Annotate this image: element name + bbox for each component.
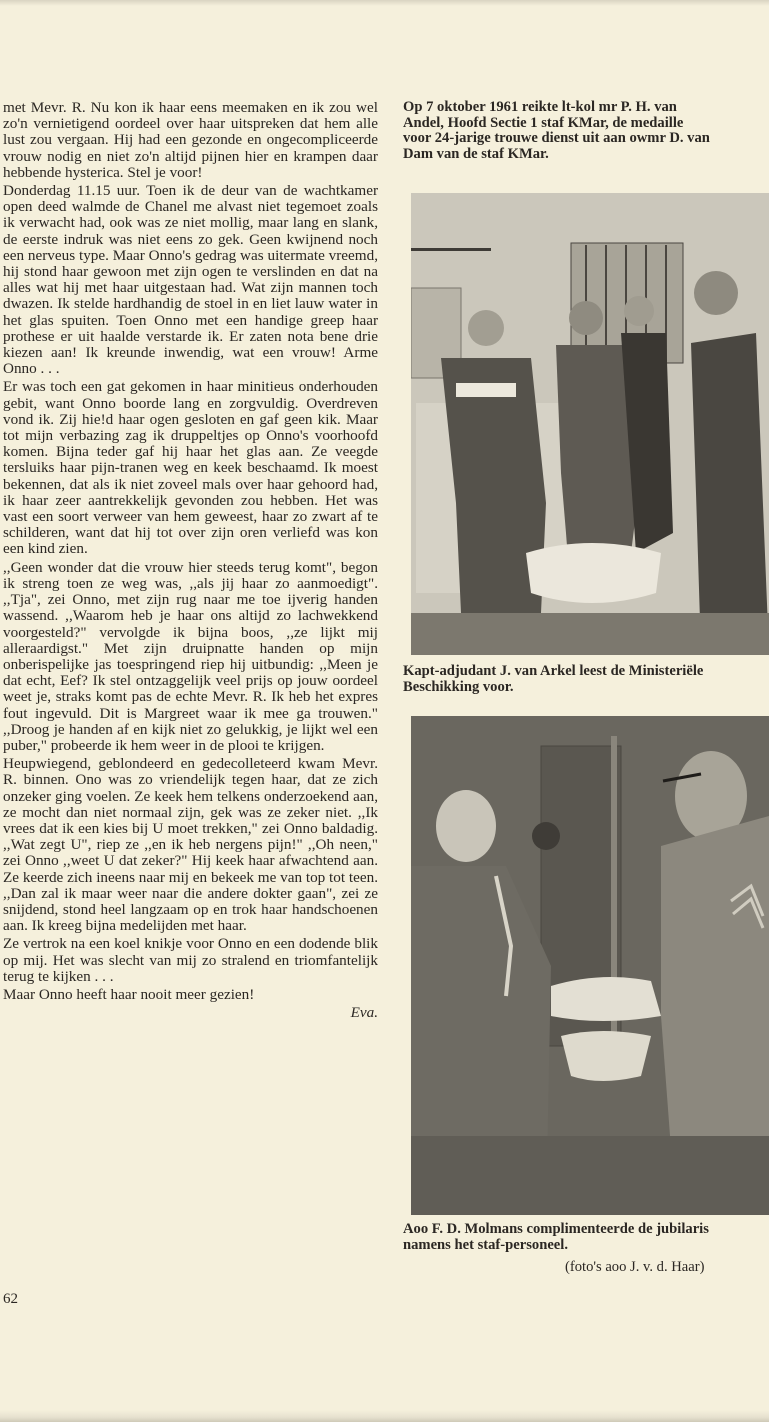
background-person [532, 822, 560, 850]
elderly-man-head [436, 790, 496, 862]
story-paragraph: Maar Onno heeft haar nooit meer gezien! [3, 985, 255, 1003]
caption-line: Kapt-adjudant J. van Arkel leest de Ministeriële [403, 663, 704, 679]
intro-line: Andel, Hoofd Sectie 1 staf KMar, de medaille [403, 114, 684, 131]
caption-line: namens het staf-personeel. [403, 1236, 568, 1253]
table-cloth [561, 1031, 651, 1081]
story-paragraph: met Mevr. R. Nu kon ik haar eens meemaken en ik zou wel zo'n vernietigend oordeel over haar uitspreken dat hem alle lust zou vergaan. Hij had een gezonde en ongecompliceerde vrouw nodig en niet zo'n altijd pijnen hier en krampen daar hebbende hysterica. Stel je voor! [3, 99, 378, 181]
officer-head [569, 301, 603, 335]
photo-caption [403, 1222, 769, 1253]
story-column [3, 100, 378, 1021]
caption-line: Aoo F. D. Molmans complimenteerde de jubilaris [403, 1221, 709, 1237]
photo-ceremony-reading [411, 193, 769, 655]
person-head [624, 296, 654, 326]
page-number: 62 [3, 1291, 18, 1307]
photo-caption [403, 664, 769, 695]
author-signature: Eva. [350, 1004, 378, 1022]
intro-line: voor 24-jarige trouwe dienst uit aan owmr D. van [403, 130, 710, 147]
floor [411, 613, 769, 655]
table-cloth [526, 543, 661, 603]
person-head [694, 271, 738, 315]
page-edge-top [0, 0, 769, 6]
person-suit [691, 333, 769, 653]
news-item-intro [403, 100, 769, 162]
story-paragraph: ,,Geen wonder dat die vrouw hier steeds terug komt", begon ik streng toen ze weg was, ,,als jij haar zo aanmoedigt". ,,Tja", zei Onno, met zijn rug naar me toe ijverig handen wassend. ,,Waarom heb je haar ons altijd zo lachwekkend voorgesteld?" vervolgde ik bijna boos, ,,ze lijkt mij alleraardigst." Met zijn druipnatte handen op mijn onberispelijke jas toespringend riep hij uitbundig: ,,Meen je dat echt, Eef? Ik stel ontzaggelijk veel prijs op jouw oordeel weet je, straks komt pas de echte Mevr. R. Ik heb het expres fout ingevuld. Dit is Margreet waar ik mee ga trouwen." ,,Droog je handen af en kijk niet zo gelukkig, je lijkt wel een puber," probeerde ik hem weer in de plooi te krijgen. [3, 558, 378, 754]
intro-line: Dam van de staf KMar. [403, 145, 549, 162]
story-paragraph: Er was toch een gat gekomen in haar minitieus onderhouden gebit, want Onno boorde lang en zorgvuldig. Overdreven vond ik. Zij hie!d haar ogen gesloten en gaf geen kik. Maar tot mijn verbazing zag ik druppeltjes op Onno's voorhoofd komen. Bijna teder gaf hij haar het glas aan. Ze veegde tersluiks haar pijn-tranen weg en keek beschaamd. Ik moest bekennen, dat als ik niet zoveel mals over haar gehoord had, ik haar zeer aantrekkelijk gevonden zou hebben. Het was vast een soort verweer van hem geweest, haar zo zwart af te schilderen, want dat hij tot over zijn oren verliefd was kon een kind zien. [3, 378, 378, 558]
document [456, 383, 516, 397]
page-edge-bottom [0, 1410, 769, 1422]
shelf-line [411, 248, 491, 251]
intro-text [403, 100, 769, 162]
handshake-document [551, 977, 661, 1021]
intro-line: Op 7 oktober 1961 reikte lt-kol mr P. H. van [403, 99, 677, 115]
caption-line: Beschikking voor. [403, 678, 514, 695]
story-paragraph: Donderdag 11.15 uur. Toen ik de deur van de wachtkamer open deed walmde de Chanel me alvast niet tegemoet zoals ik verwacht had, ook was ze niet mollig, maar lang en slank, de eerste indruk was niet eens zo gek. Geen kwijnend noch een nerveus type. Maar Onno's gedrag was uitermate vreemd, hij stond haar gewoon met zijn ogen te verslinden en dat na alles wat hij met haar uitgestaan had. Wat zijn mannen toch dwazen. Ik stelde hardhandig de stoel in en liet lauw water in het glas spuiten. Toen Onno met een handige greep haar prothese er uit haalde verstarde ik. Er zaten nota bene drie kiezen aan! Ik kreunde inwendig, wat een vrouw! Arme Onno . . . [3, 182, 378, 378]
photo-handshake [411, 716, 769, 1215]
officer-head [468, 310, 504, 346]
photo-handshake-illustration [411, 716, 769, 1215]
story-paragraph: Ze vertrok na een koel knikje voor Onno en een dodende blik op mij. Het was slecht van mij zo stralend en triomfantelijk terug te kijken . . . [3, 935, 378, 985]
photo-credit: (foto's aoo J. v. d. Haar) [565, 1259, 705, 1275]
floor [411, 1136, 769, 1215]
photo-ceremony-reading-illustration [411, 193, 769, 655]
story-paragraph: Heupwiegend, geblondeerd en gedecolleteerd kwam Mevr. R. binnen. Ono was zo vriendelijk tegen haar, dat ze zich onzeker ging voelen. Ze keek hem telkens onderzoekend aan, ze mocht dan niet normaal zijn, gek was ze zeker niet. ,,Ik vrees dat ik een kies bij U moet trekken," zei Onno baldadig. ,,Wat zegt U", riep ze ,,en ik heb nergens pijn!" ,,Oh neen," zei Onno ,,weet U dat zeker?" Hij keek haar afwachtend aan. Ze keerde zich ineens naar mij en bekeek me van top tot teen. ,,Dan zal ik maar weer naar die andere dokter gaan", zei ze snijdend, stond heel langzaam op en trok haar handschoenen aan. Ik kreeg bijna medelijden met haar. [3, 755, 378, 935]
